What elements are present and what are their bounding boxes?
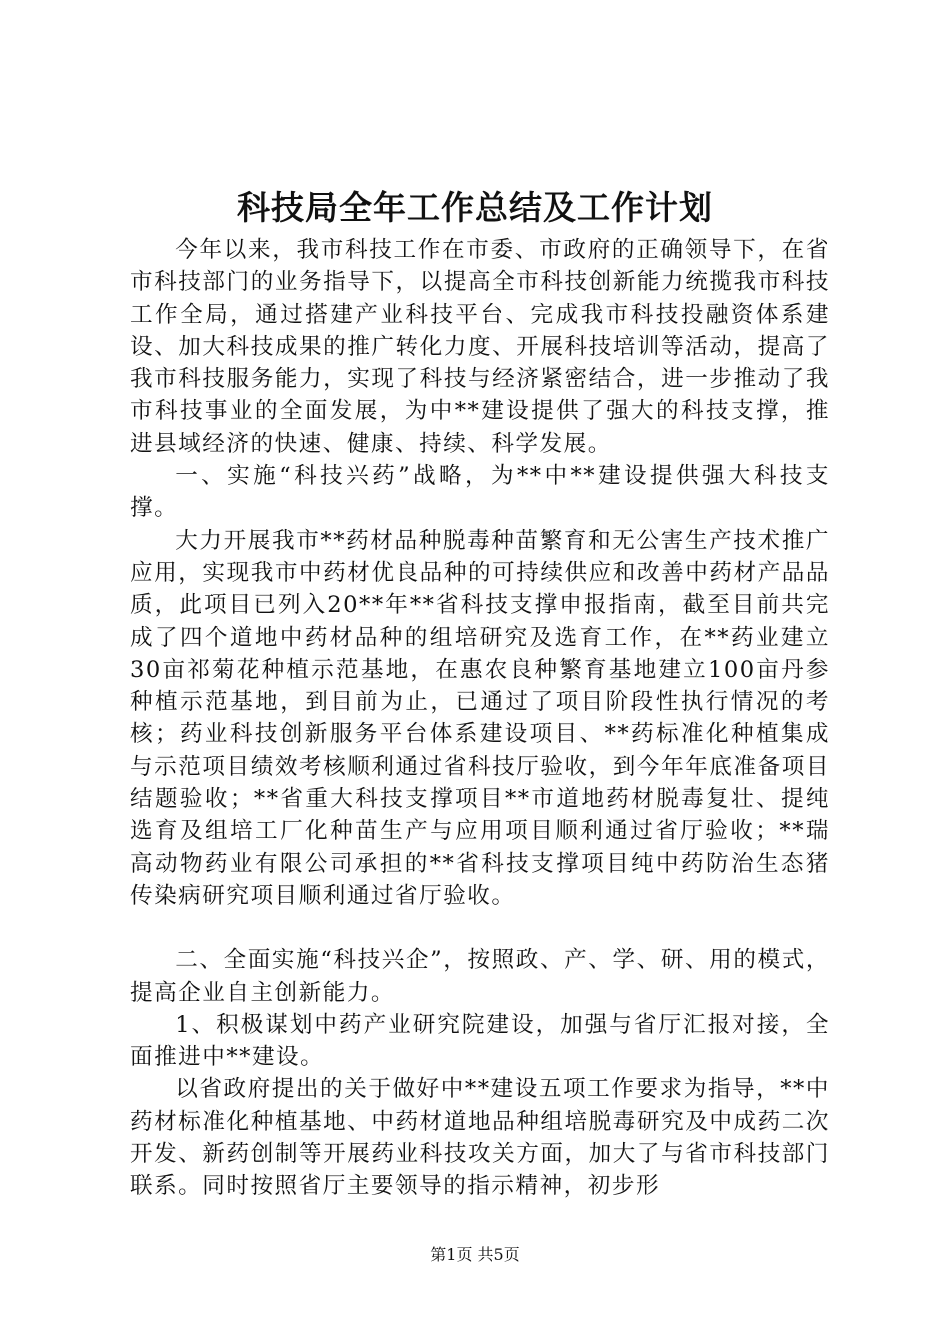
heading-section-2: 二、全面实施“科技兴企”，按照政、产、学、研、用的模式，提高企业自主创新能力。 [130,947,830,1006]
paragraph-section-1: 大力开展我市**药材品种脱毒种苗繁育和无公害生产技术推广应用，实现我市中药材优良品种的可持续供应和改善中药材产品品质，此项目已列入20**年**省科技支撑申报指南，截至目前共完成了四个道地中药材品种的组培研究及选育工作，在**药业建立30亩祁菊花种植示范基地，在惠农良种繁育基地建立100亩丹参种植示范基地，到目前为止，已通过了项目阶段性执行情况的考核；药业科技创新服务平台体系建设项目、**药标准化种植集成与示范项目绩效考核顺利通过省科技厅验收，到今年年底准备项目结题验收；**省重大科技支撑项目**市道地药材脱毒复壮、提纯选育及组培工厂化种苗生产与应用项目顺利通过省厅验收；**瑞高动物药业有限公司承担的**省科技支撑项目纯中药防治生态猪传染病研究项目顺利通过省厅验收。 [130,527,830,909]
paragraph-intro: 今年以来，我市科技工作在市委、市政府的正确领导下，在省市科技部门的业务指导下，以提高全市科技创新能力统揽我市科技工作全局，通过搭建产业科技平台、完成我市科技投融资体系建设、加大科技成果的推广转化力度、开展科技培训等活动，提高了我市科技服务能力，实现了科技与经济紧密结合，进一步推动了我市科技事业的全面发展，为中**建设提供了强大的科技支撑，推进县域经济的快速、健康、持续、科学发展。 [130,237,830,457]
document-body [130,234,830,1203]
subheading-item-1: 1、积极谋划中药产业研究院建设，加强与省厅汇报对接，全面推进中**建设。 [130,1011,830,1071]
heading-section-1: 一、实施“科技兴药”战略，为**中**建设提供强大科技支撑。 [130,463,830,522]
document-title: 科技局全年工作总结及工作计划 [237,188,713,227]
page-footer: 第1页 共5页 [430,1245,520,1264]
paragraph-section-2: 以省政府提出的关于做好中**建设五项工作要求为指导，**中药材标准化种植基地、中药材道地品种组培脱毒研究及中成药二次开发、新药创制等开展药业科技攻关方面，加大了与省市科技部门联系。同时按照省厅主要领导的指示精神，初步形 [130,1076,830,1200]
